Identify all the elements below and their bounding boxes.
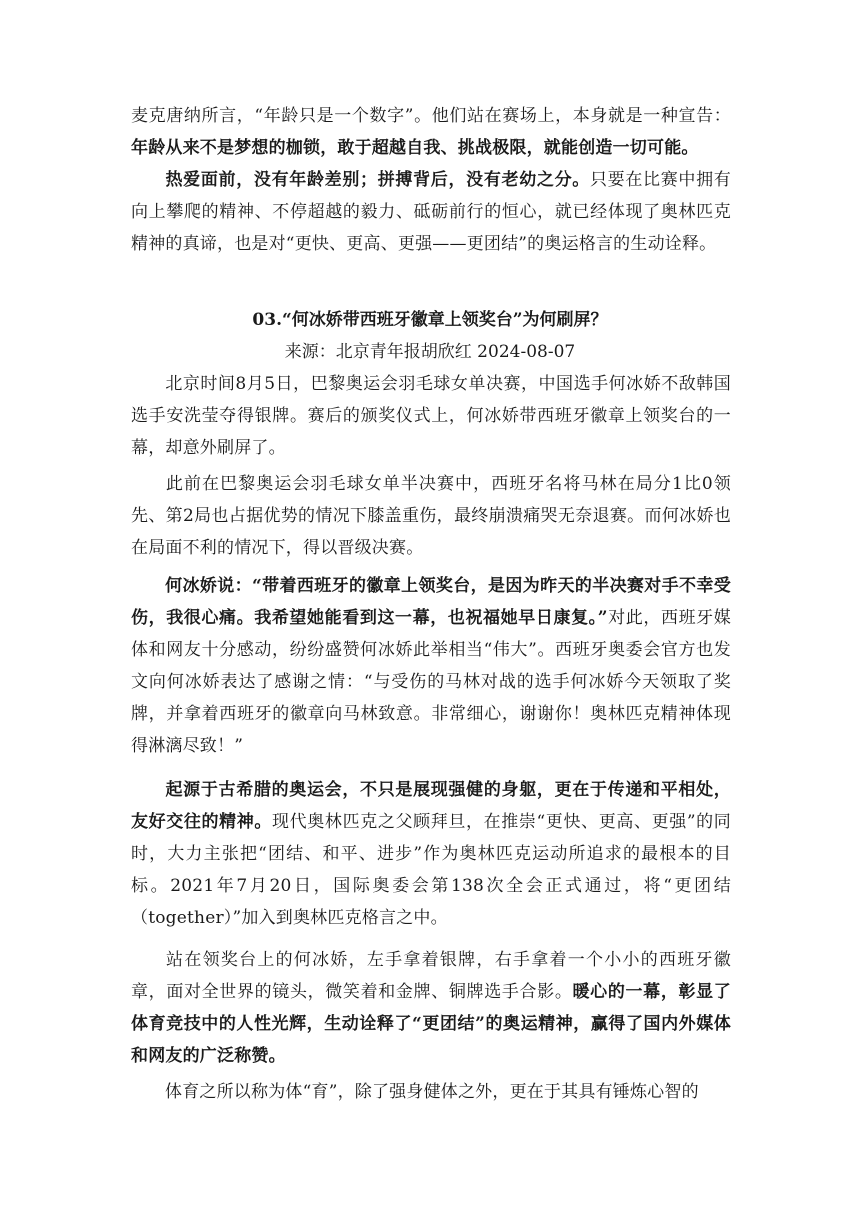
paragraph-2-bold: 热爱面前，没有年龄差别；拼搏背后，没有老幼之分。 — [165, 170, 590, 190]
paragraph-6-text: 现代奥林匹克之父顾拜旦，在推崇“更快、更高、更强”的同时，大力主张把“团结、和平、进步”作为奥林匹克运动所追求的最根本的目标。2021年7月20日，国际奥委会第138次全会正式通过，将“更团结（together）”加入到奥林匹克格言之中。 — [131, 812, 731, 928]
paragraph-7-text: 站在领奖台上的何冰娇，左手拿着银牌，右手拿着一个小小的西班牙徽章，面对全世界的镜头，微笑着和金牌、铜牌选手合影。 — [131, 950, 731, 1002]
paragraph-8-text: 体育之所以称为体“育”，除了强身健体之外，更在于其具有锤炼心智的 — [165, 1082, 699, 1102]
paragraph-5-bold: 何冰娇说：“带着西班牙的徽章上领奖台，是因为昨天的半决赛对手不幸受伤，我很心痛。我希望她能看到这一幕，也祝福她早日康复。” — [131, 576, 731, 628]
paragraph-3 — [131, 368, 731, 464]
paragraph-8 — [131, 1076, 731, 1108]
paragraph-4 — [131, 468, 731, 564]
paragraph-1 — [131, 100, 731, 164]
paragraph-2 — [131, 164, 731, 260]
paragraph-2-text: 只要在比赛中拥有向上攀爬的精神、不停超越的毅力、砥砺前行的恒心，就已经体现了奥林匹克精神的真谛，也是对“更快、更高、更强——更团结”的奥运格言的生动诠释。 — [131, 170, 731, 254]
article-title: 03.“何冰娇带西班牙徽章上领奖台”为何刷屏？ — [252, 310, 608, 330]
paragraph-5-text: 对此，西班牙媒体和网友十分感动，纷纷盛赞何冰娇此举相当“伟大”。西班牙奥委会官方也发文向何冰娇表达了感谢之情：“与受伤的马林对战的选手何冰娇今天领取了奖牌，并拿着西班牙的徽章向马林致意。非常细心，谢谢你！奥林匹克精神体现得淋漓尽致！” — [131, 608, 731, 756]
paragraph-7-bold: 暖心的一幕，彰显了体育竞技中的人性光辉，生动诠释了“更团结”的奥运精神，赢得了国内外媒体和网友的广泛称赞。 — [131, 982, 731, 1066]
paragraph-1-text: 麦克唐纳所言，“年龄只是一个数字”。他们站在赛场上，本身就是一种宣告： — [131, 106, 731, 126]
paragraph-6-bold: 起源于古希腊的奥运会，不只是展现强健的身躯，更在于传递和平相处，友好交往的精神。 — [131, 780, 731, 832]
paragraph-3-text: 北京时间8月5日，巴黎奥运会羽毛球女单决赛，中国选手何冰娇不敌韩国选手安洗莹夺得银牌。赛后的颁奖仪式上，何冰娇带西班牙徽章上领奖台的一幕，却意外刷屏了。 — [131, 374, 731, 458]
paragraph-7 — [131, 944, 731, 1072]
paragraph-6 — [131, 774, 731, 934]
paragraph-1-bold: 年龄从来不是梦想的枷锁，敢于超越自我、挑战极限，就能创造一切可能。 — [131, 138, 699, 158]
paragraph-5 — [131, 570, 731, 762]
paragraph-4-text: 此前在巴黎奥运会羽毛球女单半决赛中，西班牙名将马林在局分1比0领先、第2局也占据优势的情况下膝盖重伤，最终崩溃痛哭无奈退赛。而何冰娇也在局面不利的情况下，得以晋级决赛。 — [131, 474, 731, 558]
article-source: 来源：北京青年报胡欣红 2024-08-07 — [284, 342, 576, 362]
